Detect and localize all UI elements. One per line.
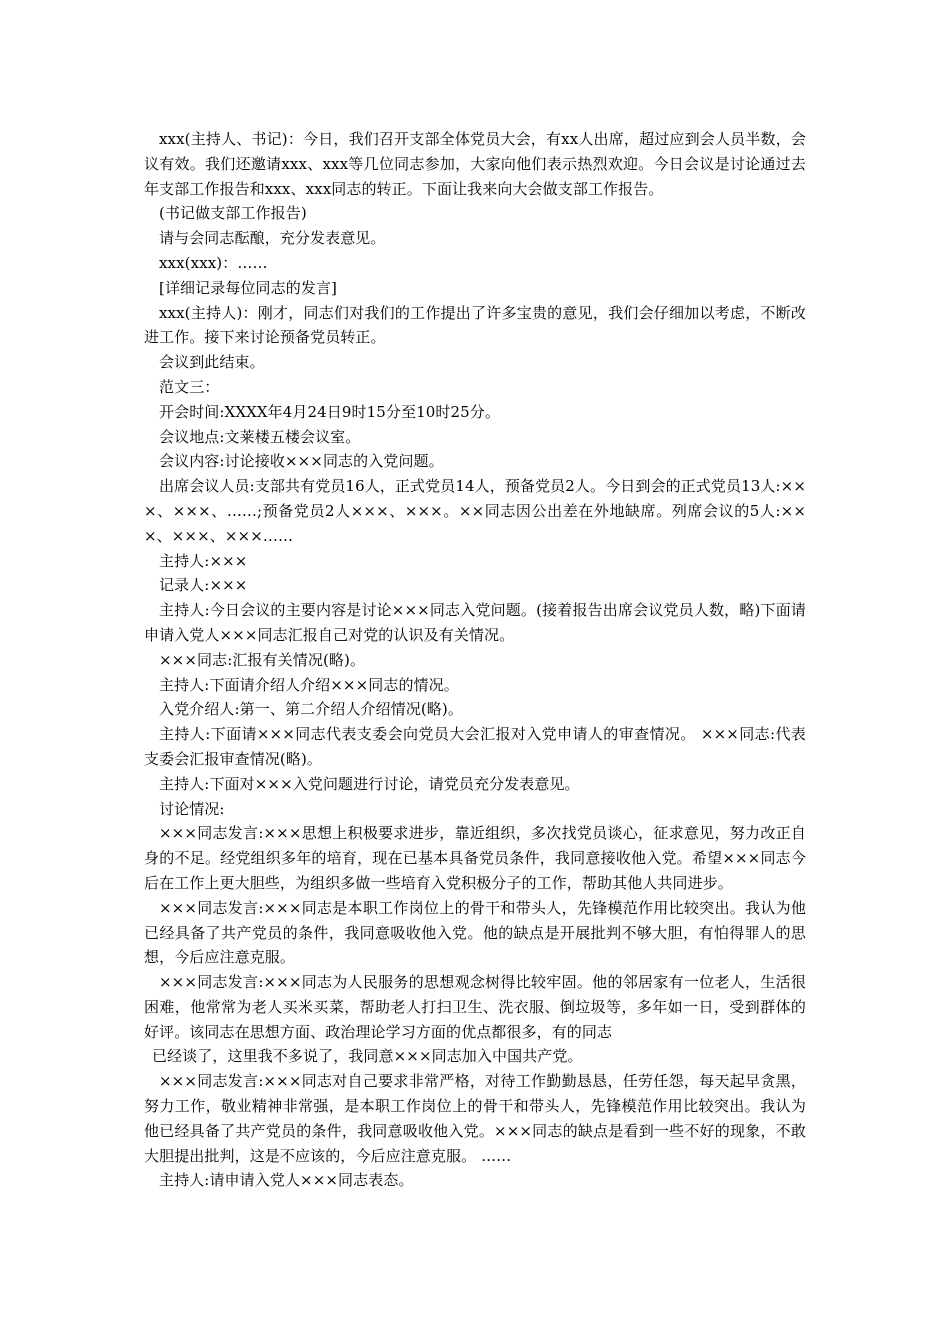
paragraph: (书记做支部工作报告) — [159, 204, 307, 223]
speech-paragraph: ×××同志发言:×××同志为人民服务的思想观念树得比较牢固。他的邻居家有一位老人，生活很困难，他常常为老人买米买菜，帮助老人打扫卫生、洗衣服、倒垃圾等，多年如一日，受到群体的好评。该同志在思想方面、政治理论学习方面的优点都很多，有的同志 — [144, 973, 806, 1041]
section-heading: 范文三： — [159, 377, 220, 396]
paragraph: xxx(xxx)：…… — [159, 253, 268, 272]
paragraph: 主持人:请申请入党人×××同志表态。 — [159, 1171, 414, 1190]
paragraph: 主持人:今日会议的主要内容是讨论×××同志入党问题。(接着报告出席会议党员人数，略)下面请申请入党人×××同志汇报自己对党的认识及有关情况。 — [144, 601, 806, 644]
paragraph: 主持人:下面对×××入党问题进行讨论，请党员充分发表意见。 — [159, 774, 580, 793]
paragraph: 入党介绍人:第一、第二介绍人介绍情况(略)。 — [159, 700, 463, 719]
meeting-content: 会议内容:讨论接收×××同志的入党问题。 — [159, 452, 444, 471]
recorder: 记录人:××× — [159, 576, 248, 595]
speech-paragraph: ×××同志发言:×××思想上积极要求进步，靠近组织，多次找党员谈心，征求意见，努力改正自身的不足。经党组织多年的培育，现在已基本具备党员条件，我同意接收他入党。希望×××同志今后在工作上更大胆些，为组织多做一些培育入党积极分子的工作，帮助其他人共同进步。 — [144, 824, 806, 892]
paragraph: xxx(主持人)：刚才，同志们对我们的工作提出了许多宝贵的意见，我们会仔细加以考虑，不断改进工作。接下来讨论预备党员转正。 — [144, 303, 806, 347]
paragraph-opening: xxx(主持人、书记)：今日，我们召开支部全体党员大会，有xx人出席，超过应到会人员半数，会议有效。我们还邀请xxx、xxx等几位同志参加，大家向他们表示热烈欢迎。今日会议是讨论通过去年支部工作报告和xxx、xxx同志的转正。下面让我来向大会做支部工作报告。 — [144, 130, 806, 198]
meeting-time: 开会时间:XXXX年4月24日9时15分至10时25分。 — [159, 402, 501, 421]
speech-paragraph: ×××同志发言:×××同志是本职工作岗位上的骨干和带头人，先锋模范作用比较突出。我认为他已经具备了共产党员的条件，我同意吸收他入党。他的缺点是开展批判不够大胆，有怕得罪人的思想，今后应注意克服。 — [144, 898, 806, 967]
paragraph: 请与会同志酝酿，充分发表意见。 — [159, 229, 386, 248]
paragraph: ×××同志:汇报有关情况(略)。 — [159, 650, 366, 669]
document-body — [144, 127, 806, 1193]
paragraph: [详细记录每位同志的发言] — [159, 278, 338, 297]
host: 主持人:××× — [159, 551, 248, 570]
speech-paragraph: ×××同志发言:×××同志对自己要求非常严格，对待工作勤勤恳恳，任劳任怨，每天起早贪黑，努力工作，敬业精神非常强，是本职工作岗位上的骨干和带头人，先锋模范作用比较突出。我认为他已经具备了共产党员的条件，我同意吸收他入党。×××同志的缺点是看到一些不好的现象，不敢大胆提出批判，这是不应该的，今后应注意克服。 …… — [144, 1072, 806, 1165]
speech-continuation: 已经谈了，这里我不多说了，我同意×××同志加入中国共产党。 — [152, 1047, 583, 1066]
paragraph: 主持人:下面请×××同志代表支委会向党员大会汇报对入党申请人的审查情况。 ×××同志:代表支委会汇报审查情况(略)。 — [144, 725, 806, 768]
paragraph: 主持人:下面请介绍人介绍×××同志的情况。 — [159, 675, 459, 694]
attendees: 出席会议人员:支部共有党员16人，正式党员14人，预备党员2人。今日到会的正式党员13人:×××、×××、……;预备党员2人×××、×××。××同志因公出差在外地缺席。列席会议的5人:×××、×××、×××…… — [144, 477, 806, 545]
paragraph: 会议到此结束。 — [159, 353, 265, 372]
discussion-heading: 讨论情况: — [159, 799, 225, 818]
meeting-location: 会议地点:文莱楼五楼会议室。 — [159, 427, 361, 446]
